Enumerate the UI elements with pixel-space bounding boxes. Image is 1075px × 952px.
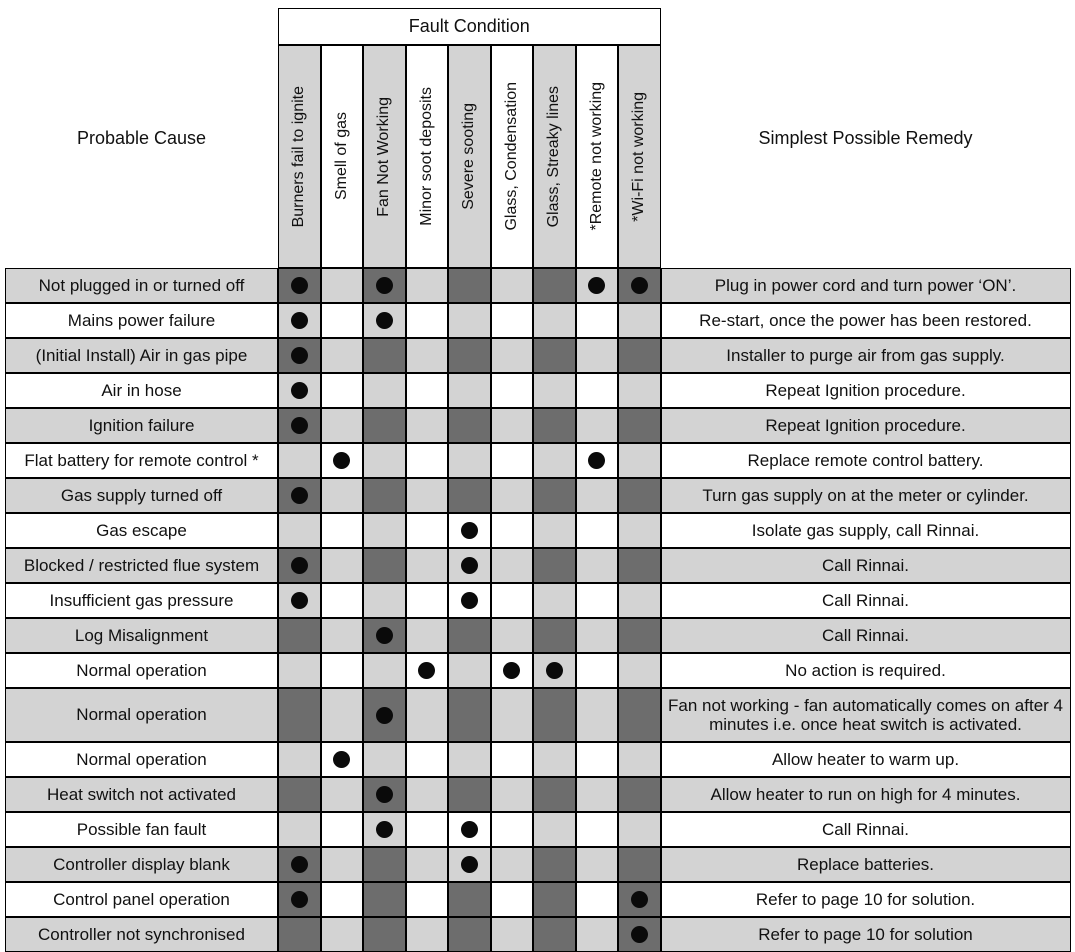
matrix-cell (321, 742, 364, 777)
fault-dot-marker (291, 487, 308, 504)
column-header (491, 45, 534, 268)
matrix-cell (491, 653, 534, 688)
matrix-cell (618, 373, 661, 408)
matrix-cell (406, 618, 449, 653)
fault-dot-marker (291, 891, 308, 908)
matrix-cell (321, 653, 364, 688)
matrix-cell (406, 338, 449, 373)
matrix-cell (491, 618, 534, 653)
matrix-cell (618, 338, 661, 373)
remedy-cell: Plug in power cord and turn power ‘ON’. (661, 268, 1071, 303)
matrix-cell (278, 583, 321, 618)
matrix-cell (321, 373, 364, 408)
fault-dot-marker (291, 382, 308, 399)
matrix-cell (321, 917, 364, 952)
matrix-cell (533, 882, 576, 917)
matrix-cell (491, 513, 534, 548)
fault-dot-marker (376, 786, 393, 803)
matrix-cell (278, 268, 321, 303)
matrix-cell (618, 777, 661, 812)
remedy-cell: Call Rinnai. (661, 618, 1071, 653)
matrix-cell (448, 408, 491, 443)
matrix-cell (576, 847, 619, 882)
matrix-cell (576, 618, 619, 653)
matrix-cell (448, 268, 491, 303)
matrix-cell (321, 583, 364, 618)
fault-dot-marker (588, 277, 605, 294)
matrix-cell (576, 338, 619, 373)
matrix-cell (448, 583, 491, 618)
matrix-cell (406, 373, 449, 408)
matrix-cell (448, 742, 491, 777)
cause-cell: Gas escape (5, 513, 278, 548)
cause-cell: Controller not synchronised (5, 917, 278, 952)
matrix-cell (533, 303, 576, 338)
column-header (321, 45, 364, 268)
matrix-cell (491, 847, 534, 882)
matrix-cell (363, 618, 406, 653)
column-header-label: Severe sooting (460, 103, 478, 210)
column-header-label: *Remote not working (587, 82, 605, 231)
matrix-cell (448, 847, 491, 882)
cause-cell: Normal operation (5, 653, 278, 688)
matrix-cell (406, 408, 449, 443)
fault-dot-marker (291, 856, 308, 873)
matrix-cell (618, 653, 661, 688)
matrix-cell (406, 882, 449, 917)
cause-cell: Controller display blank (5, 847, 278, 882)
matrix-cell (363, 443, 406, 478)
column-header (363, 45, 406, 268)
matrix-cell (448, 777, 491, 812)
remedy-cell: Replace remote control battery. (661, 443, 1071, 478)
matrix-cell (363, 303, 406, 338)
matrix-cell (448, 688, 491, 742)
fault-dot-marker (376, 277, 393, 294)
matrix-cell (576, 268, 619, 303)
matrix-cell (533, 847, 576, 882)
remedy-cell: No action is required. (661, 653, 1071, 688)
matrix-cell (491, 268, 534, 303)
matrix-cell (448, 513, 491, 548)
matrix-cell (533, 373, 576, 408)
matrix-cell (576, 548, 619, 583)
matrix-cell (363, 513, 406, 548)
matrix-cell (533, 777, 576, 812)
matrix-cell (576, 742, 619, 777)
fault-dot-marker (291, 557, 308, 574)
matrix-cell (363, 478, 406, 513)
probable-cause-header: Probable Cause (5, 8, 278, 268)
fault-dot-marker (631, 926, 648, 943)
matrix-cell (406, 812, 449, 847)
matrix-cell (533, 917, 576, 952)
cause-cell: Flat battery for remote control * (5, 443, 278, 478)
matrix-cell (406, 917, 449, 952)
matrix-cell (491, 917, 534, 952)
matrix-cell (321, 408, 364, 443)
matrix-cell (491, 338, 534, 373)
cause-cell: Mains power failure (5, 303, 278, 338)
matrix-cell (576, 478, 619, 513)
matrix-cell (406, 583, 449, 618)
matrix-cell (406, 688, 449, 742)
matrix-cell (406, 847, 449, 882)
matrix-cell (533, 742, 576, 777)
matrix-cell (618, 443, 661, 478)
remedy-cell: Repeat Ignition procedure. (661, 408, 1071, 443)
matrix-cell (491, 583, 534, 618)
matrix-cell (278, 917, 321, 952)
matrix-cell (618, 917, 661, 952)
matrix-cell (406, 653, 449, 688)
matrix-cell (278, 777, 321, 812)
fault-dot-marker (333, 452, 350, 469)
column-header-label: Glass, Condensation (502, 82, 520, 231)
matrix-cell (618, 478, 661, 513)
matrix-cell (576, 303, 619, 338)
matrix-cell (491, 443, 534, 478)
fault-dot-marker (291, 592, 308, 609)
matrix-cell (363, 777, 406, 812)
matrix-cell (278, 688, 321, 742)
matrix-cell (321, 882, 364, 917)
fault-dot-marker (418, 662, 435, 679)
column-header (278, 45, 321, 268)
column-header (448, 45, 491, 268)
remedy-cell: Fan not working - fan automatically comes on after 4 minutes i.e. once heat switch is activated. (661, 688, 1071, 742)
matrix-cell (278, 478, 321, 513)
cause-cell: Blocked / restricted flue system (5, 548, 278, 583)
remedy-cell: Allow heater to run on high for 4 minutes. (661, 777, 1071, 812)
column-header (576, 45, 619, 268)
cause-cell: Normal operation (5, 688, 278, 742)
fault-dot-marker (291, 277, 308, 294)
matrix-cell (406, 478, 449, 513)
matrix-cell (321, 618, 364, 653)
matrix-cell (533, 548, 576, 583)
matrix-cell (618, 847, 661, 882)
fault-dot-marker (291, 312, 308, 329)
matrix-cell (576, 408, 619, 443)
fault-dot-marker (588, 452, 605, 469)
matrix-cell (533, 688, 576, 742)
matrix-cell (491, 742, 534, 777)
fault-table (5, 8, 1070, 952)
cause-cell: Ignition failure (5, 408, 278, 443)
matrix-cell (448, 548, 491, 583)
fault-dot-marker (461, 856, 478, 873)
matrix-cell (363, 742, 406, 777)
remedy-cell: Isolate gas supply, call Rinnai. (661, 513, 1071, 548)
fault-dot-marker (291, 347, 308, 364)
matrix-cell (491, 777, 534, 812)
matrix-cell (491, 688, 534, 742)
matrix-cell (278, 618, 321, 653)
matrix-cell (533, 338, 576, 373)
matrix-cell (576, 882, 619, 917)
matrix-cell (278, 338, 321, 373)
matrix-cell (363, 408, 406, 443)
matrix-cell (618, 303, 661, 338)
cause-cell: Normal operation (5, 742, 278, 777)
fault-dot-marker (291, 417, 308, 434)
matrix-cell (533, 653, 576, 688)
matrix-cell (533, 478, 576, 513)
matrix-cell (406, 548, 449, 583)
matrix-cell (491, 882, 534, 917)
matrix-cell (363, 882, 406, 917)
matrix-cell (491, 303, 534, 338)
matrix-cell (321, 777, 364, 812)
matrix-cell (533, 408, 576, 443)
remedy-cell: Installer to purge air from gas supply. (661, 338, 1071, 373)
fault-dot-marker (376, 627, 393, 644)
matrix-cell (491, 812, 534, 847)
matrix-cell (321, 812, 364, 847)
matrix-cell (321, 303, 364, 338)
matrix-cell (576, 812, 619, 847)
remedy-cell: Call Rinnai. (661, 812, 1071, 847)
matrix-cell (491, 548, 534, 583)
matrix-cell (278, 513, 321, 548)
matrix-cell (618, 882, 661, 917)
matrix-cell (321, 338, 364, 373)
cause-cell: Heat switch not activated (5, 777, 278, 812)
matrix-cell (533, 513, 576, 548)
matrix-cell (618, 618, 661, 653)
matrix-cell (278, 548, 321, 583)
fault-dot-marker (503, 662, 520, 679)
remedy-cell: Call Rinnai. (661, 583, 1071, 618)
fault-dot-marker (461, 522, 478, 539)
cause-cell: Not plugged in or turned off (5, 268, 278, 303)
column-header-label: Fan Not Working (375, 96, 393, 217)
matrix-cell (491, 408, 534, 443)
fault-dot-marker (461, 821, 478, 838)
matrix-cell (618, 408, 661, 443)
matrix-cell (363, 688, 406, 742)
matrix-cell (278, 373, 321, 408)
matrix-cell (448, 373, 491, 408)
fault-condition-header: Fault Condition (278, 8, 661, 45)
matrix-cell (576, 373, 619, 408)
matrix-cell (406, 268, 449, 303)
matrix-cell (576, 688, 619, 742)
matrix-cell (618, 268, 661, 303)
matrix-cell (618, 513, 661, 548)
matrix-cell (363, 373, 406, 408)
matrix-cell (576, 443, 619, 478)
matrix-cell (576, 777, 619, 812)
matrix-cell (406, 443, 449, 478)
matrix-cell (278, 303, 321, 338)
column-header-label: Burners fail to ignite (290, 85, 308, 228)
matrix-cell (533, 443, 576, 478)
matrix-cell (321, 268, 364, 303)
remedy-header: Simplest Possible Remedy (661, 8, 1071, 268)
remedy-cell: Replace batteries. (661, 847, 1071, 882)
cause-cell: Possible fan fault (5, 812, 278, 847)
fault-dot-marker (461, 557, 478, 574)
matrix-cell (278, 408, 321, 443)
matrix-cell (448, 303, 491, 338)
cause-cell: Air in hose (5, 373, 278, 408)
matrix-cell (363, 917, 406, 952)
remedy-cell: Allow heater to warm up. (661, 742, 1071, 777)
matrix-cell (491, 373, 534, 408)
cause-cell: Gas supply turned off (5, 478, 278, 513)
cause-cell: Log Misalignment (5, 618, 278, 653)
column-header (618, 45, 661, 268)
cause-cell: Control panel operation (5, 882, 278, 917)
matrix-cell (363, 653, 406, 688)
matrix-cell (576, 583, 619, 618)
matrix-cell (618, 583, 661, 618)
matrix-cell (321, 443, 364, 478)
matrix-cell (533, 583, 576, 618)
matrix-cell (448, 338, 491, 373)
matrix-cell (533, 812, 576, 847)
matrix-cell (406, 303, 449, 338)
matrix-cell (618, 812, 661, 847)
column-header-label: Smell of gas (332, 112, 350, 201)
matrix-cell (448, 618, 491, 653)
column-header (406, 45, 449, 268)
matrix-cell (363, 548, 406, 583)
fault-dot-marker (333, 751, 350, 768)
matrix-cell (618, 688, 661, 742)
fault-dot-marker (546, 662, 563, 679)
matrix-cell (406, 513, 449, 548)
column-header-label: Minor soot deposits (417, 87, 435, 226)
cause-cell: (Initial Install) Air in gas pipe (5, 338, 278, 373)
matrix-cell (321, 513, 364, 548)
fault-dot-marker (376, 821, 393, 838)
matrix-cell (321, 478, 364, 513)
matrix-cell (491, 478, 534, 513)
matrix-cell (278, 847, 321, 882)
remedy-cell: Re-start, once the power has been restored. (661, 303, 1071, 338)
matrix-cell (363, 847, 406, 882)
matrix-cell (448, 812, 491, 847)
matrix-cell (278, 882, 321, 917)
remedy-cell: Refer to page 10 for solution. (661, 882, 1071, 917)
fault-dot-marker (376, 312, 393, 329)
remedy-cell: Repeat Ignition procedure. (661, 373, 1071, 408)
matrix-cell (448, 653, 491, 688)
matrix-cell (406, 777, 449, 812)
matrix-cell (448, 917, 491, 952)
remedy-cell: Refer to page 10 for solution (661, 917, 1071, 952)
matrix-cell (533, 268, 576, 303)
matrix-cell (448, 478, 491, 513)
matrix-cell (321, 847, 364, 882)
matrix-cell (576, 917, 619, 952)
matrix-cell (363, 812, 406, 847)
matrix-cell (278, 653, 321, 688)
matrix-cell (278, 812, 321, 847)
cause-cell: Insufficient gas pressure (5, 583, 278, 618)
column-header (533, 45, 576, 268)
column-header-label: Glass, Streaky lines (545, 85, 563, 228)
matrix-cell (363, 583, 406, 618)
matrix-cell (321, 548, 364, 583)
fault-dot-marker (631, 891, 648, 908)
matrix-cell (278, 443, 321, 478)
column-header-label: *Wi-Fi not working (630, 91, 648, 222)
matrix-cell (363, 268, 406, 303)
matrix-cell (406, 742, 449, 777)
fault-dot-marker (461, 592, 478, 609)
matrix-cell (448, 882, 491, 917)
matrix-cell (576, 513, 619, 548)
matrix-cell (448, 443, 491, 478)
matrix-cell (576, 653, 619, 688)
matrix-cell (618, 742, 661, 777)
matrix-cell (278, 742, 321, 777)
fault-dot-marker (376, 707, 393, 724)
matrix-cell (533, 618, 576, 653)
matrix-cell (363, 338, 406, 373)
remedy-cell: Turn gas supply on at the meter or cylinder. (661, 478, 1071, 513)
matrix-cell (321, 688, 364, 742)
fault-dot-marker (631, 277, 648, 294)
matrix-cell (618, 548, 661, 583)
remedy-cell: Call Rinnai. (661, 548, 1071, 583)
